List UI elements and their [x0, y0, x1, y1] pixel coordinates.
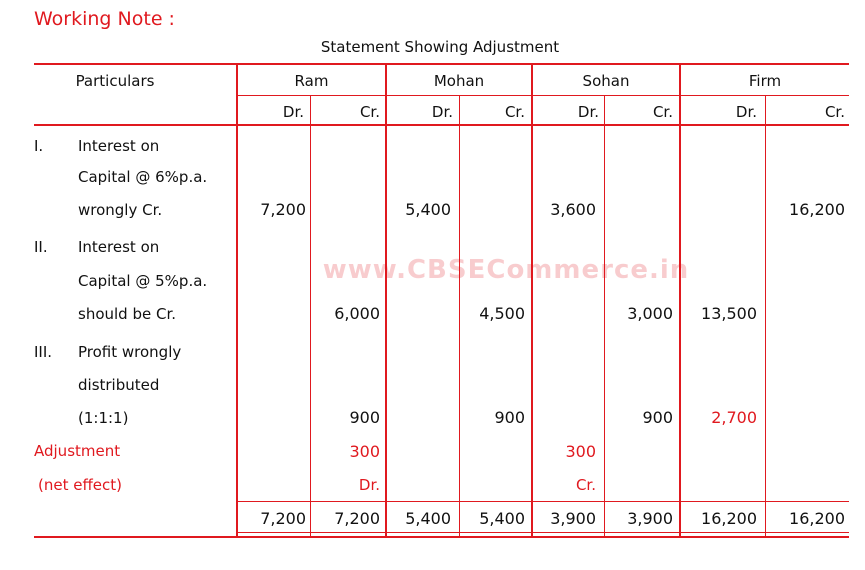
adjustment-label: Adjustment — [34, 442, 121, 460]
mohan-dr-header: Dr. — [431, 103, 453, 121]
ram-cr-header: Cr. — [359, 103, 380, 121]
total-mohan-dr: 5,400 — [405, 509, 451, 528]
row-1-mohan-dr: 5,400 — [405, 200, 451, 219]
row-1-sohan-dr: 3,600 — [550, 200, 596, 219]
row-1-line-3: wrongly Cr. — [78, 201, 163, 219]
sohan-dr-header: Dr. — [577, 103, 599, 121]
adjustment-ram-cr: 300 — [349, 442, 380, 461]
col-rule-mohan-cr — [459, 96, 460, 538]
watermark: www.CBSECommerce.in — [322, 255, 690, 285]
row-1-firm-cr: 16,200 — [789, 200, 845, 219]
col-rule-sohan-cr — [604, 96, 605, 538]
header-ram: Ram — [294, 72, 329, 90]
row-3-mohan-cr: 900 — [494, 408, 525, 427]
total-ram-cr: 7,200 — [334, 509, 380, 528]
row-3-firm-dr: 2,700 — [711, 408, 757, 427]
row-2-line-2: Capital @ 5%p.a. — [78, 272, 208, 290]
col-rule-sohan — [531, 63, 533, 538]
col-rule-firm-cr — [765, 96, 766, 538]
total-sohan-dr: 3,900 — [550, 509, 596, 528]
row-3-sohan-cr: 900 — [642, 408, 673, 427]
ram-dr-header: Dr. — [282, 103, 304, 121]
row-2-sohan-cr: 3,000 — [627, 304, 673, 323]
row-2-mohan-cr: 4,500 — [479, 304, 525, 323]
firm-dr-header: Dr. — [735, 103, 757, 121]
statement-title: Statement Showing Adjustment — [320, 38, 560, 56]
total-mohan-cr: 5,400 — [479, 509, 525, 528]
adjustment-sohan-note: Cr. — [575, 476, 596, 494]
col-rule-mohan — [385, 63, 387, 538]
table-top-rule — [34, 63, 849, 65]
row-3-numeral: III. — [34, 343, 53, 361]
adjustment-sub-label: (net effect) — [38, 476, 123, 494]
header-mohan: Mohan — [433, 72, 485, 90]
mohan-cr-header: Cr. — [504, 103, 525, 121]
table-bottom-rule — [34, 536, 849, 538]
firm-cr-header: Cr. — [824, 103, 845, 121]
adjustment-sohan-dr: 300 — [565, 442, 596, 461]
row-2-line-1: Interest on — [78, 238, 160, 256]
sohan-cr-header: Cr. — [652, 103, 673, 121]
col-rule-firm — [679, 63, 681, 538]
header-firm: Firm — [748, 72, 782, 90]
row-1-ram-dr: 7,200 — [260, 200, 306, 219]
total-ram-dr: 7,200 — [260, 509, 306, 528]
total-firm-dr: 16,200 — [701, 509, 757, 528]
header-sohan: Sohan — [582, 72, 630, 90]
row-2-ram-cr: 6,000 — [334, 304, 380, 323]
header-particulars: Particulars — [75, 72, 155, 90]
row-3-line-2: distributed — [78, 376, 160, 394]
row-1-line-1: Interest on — [78, 137, 160, 155]
row-2-numeral: II. — [34, 238, 48, 256]
adjustment-ram-note: Dr. — [358, 476, 380, 494]
row-1-numeral: I. — [34, 137, 44, 155]
header-bottom-rule — [34, 124, 849, 126]
row-3-line-3: (1:1:1) — [78, 409, 129, 427]
col-rule-ram-cr — [310, 96, 311, 538]
subheader-rule — [236, 95, 849, 96]
row-2-line-3: should be Cr. — [78, 305, 177, 323]
totals-top-rule — [236, 501, 849, 502]
total-sohan-cr: 3,900 — [627, 509, 673, 528]
working-note-title: Working Note : — [34, 8, 175, 30]
col-rule-ram — [236, 63, 238, 538]
row-3-ram-cr: 900 — [349, 408, 380, 427]
row-1-line-2: Capital @ 6%p.a. — [78, 168, 208, 186]
total-firm-cr: 16,200 — [789, 509, 845, 528]
table-bottom-rule-inner — [236, 532, 849, 533]
row-3-line-1: Profit wrongly — [78, 343, 182, 361]
row-2-firm-dr: 13,500 — [701, 304, 757, 323]
